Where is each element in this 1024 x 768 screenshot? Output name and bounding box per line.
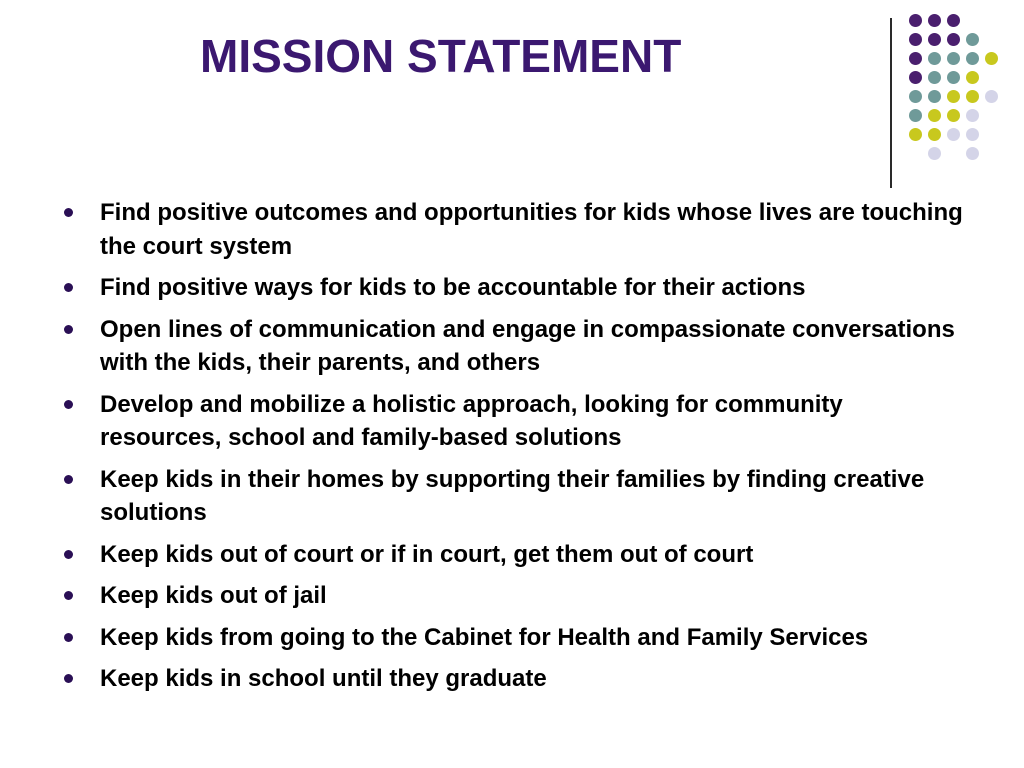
decorative-dot-lime [928,128,941,141]
bullet-item [60,313,970,380]
bullet-item [60,538,970,572]
bullet-item [60,271,970,305]
decorative-dot-lavender [966,128,979,141]
decorative-dot-lavender [928,147,941,160]
decorative-dot-purple [928,14,941,27]
bullet-text: Find positive outcomes and opportunities for kids whose lives are touching the court system [100,199,963,260]
bullet-text: Keep kids out of jail [100,582,327,609]
decorative-dot-teal [909,90,922,103]
decorative-dot-teal [966,52,979,65]
decorative-dot-purple [928,33,941,46]
mission-bullet-list [60,196,970,704]
bullet-dot-icon [64,633,73,642]
decorative-dot-lavender [947,128,960,141]
bullet-dot-icon [64,325,73,334]
decorative-dot-teal [909,109,922,122]
decorative-dot-teal [947,52,960,65]
bullet-text: Keep kids from going to the Cabinet for Health and Family Services [100,623,869,651]
decorative-dot-purple [909,71,922,84]
bullet-dot-icon [64,674,73,683]
decorative-dot-lime [947,109,960,122]
bullet-text: Develop and mobilize a holistic approach, looking for community resources, school and family-based solutions [100,390,843,451]
bullet-dot-icon [64,591,73,600]
decorative-dot-lime [966,71,979,84]
decorative-dot-purple [947,14,960,27]
decorative-dot-purple [909,52,922,65]
bullet-text: Keep kids out of court or if in court, get them out of court [100,540,754,568]
bullet-text: Keep kids in school until they graduate [100,665,547,692]
bullet-item [60,196,970,263]
decorative-dot-lime [985,52,998,65]
bullet-text: Keep kids in their homes by supporting their families by finding creative solutions [100,465,925,526]
decorative-dot-teal [928,71,941,84]
bullet-item [60,621,970,655]
decorative-dot-lime [966,90,979,103]
decorative-dot-lime [909,128,922,141]
bullet-dot-icon [64,283,73,292]
decorative-dot-grid [909,14,1009,164]
bullet-dot-icon [64,550,73,559]
bullet-item [60,388,970,455]
decorative-dot-purple [909,14,922,27]
decorative-dot-teal [966,33,979,46]
bullet-text: Open lines of communication and engage in compassionate conversations with the kids, their parents, and others [100,315,955,376]
bullet-text: Find positive ways for kids to be accountable for their actions [100,274,806,301]
decorative-dot-lavender [985,90,998,103]
decorative-dot-purple [947,33,960,46]
slide-title: MISSION STATEMENT [200,30,682,82]
decorative-dot-lavender [966,147,979,160]
bullet-item [60,463,970,530]
decorative-dot-teal [928,90,941,103]
bullet-item [60,662,970,696]
decorative-dot-teal [947,71,960,84]
title-divider-line [890,18,892,188]
decorative-dot-teal [928,52,941,65]
bullet-item [60,579,970,613]
bullet-dot-icon [64,400,73,409]
decorative-dot-lavender [966,109,979,122]
bullet-dot-icon [64,475,73,484]
decorative-dot-lime [947,90,960,103]
decorative-dot-lime [928,109,941,122]
decorative-dot-purple [909,33,922,46]
bullet-dot-icon [64,208,73,217]
